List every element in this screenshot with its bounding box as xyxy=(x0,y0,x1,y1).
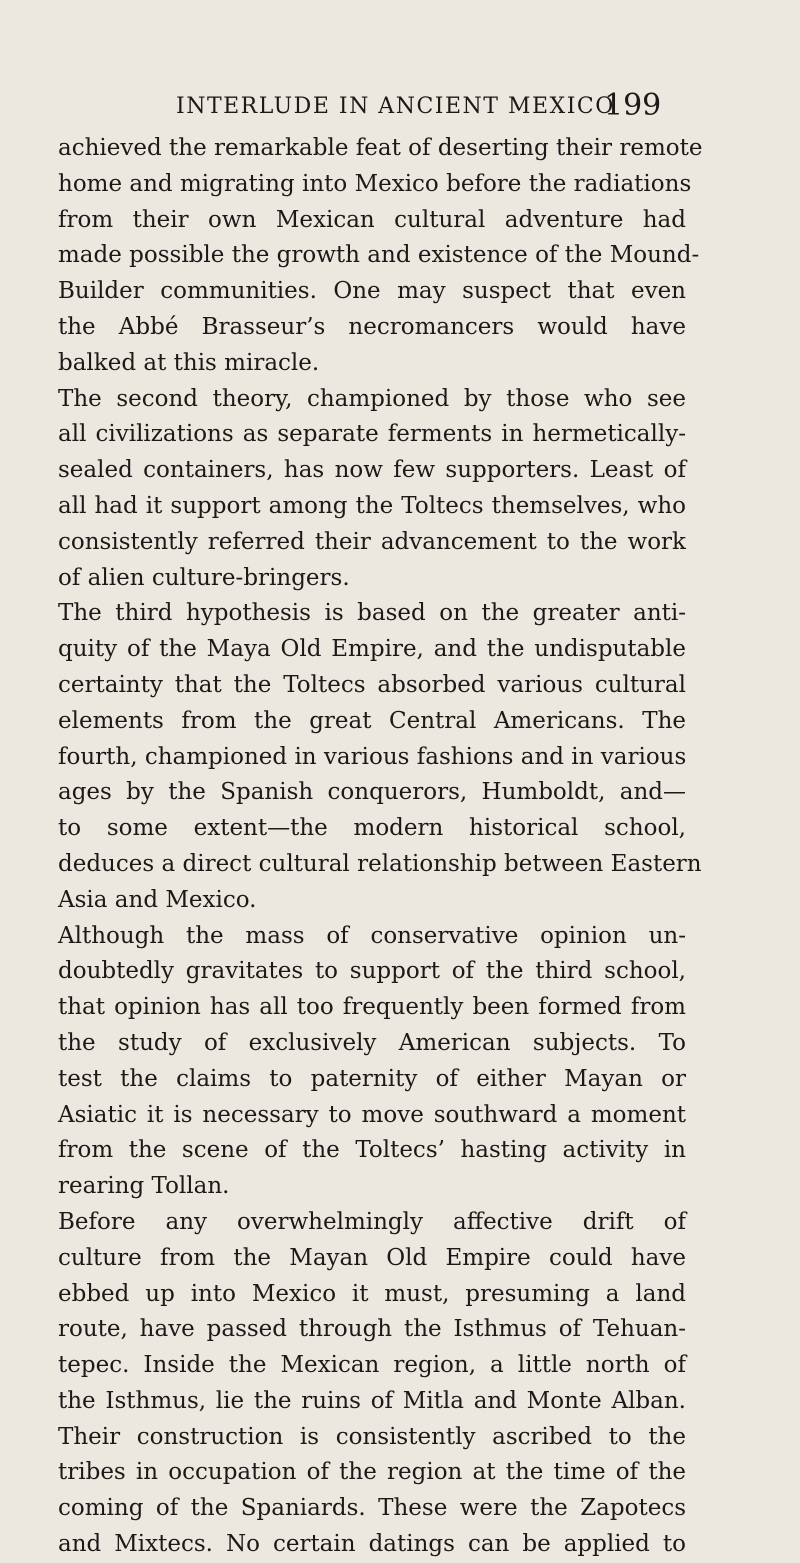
text-line: the Abbé Brasseur’s necromancers would have xyxy=(58,313,686,340)
text-line: all civilizations as separate ferments in hermetically- xyxy=(58,421,686,448)
text-line: ages by the Spanish conquerors, Humboldt, and— xyxy=(58,779,686,806)
text-line: Asia and Mexico. xyxy=(58,886,257,913)
text-line: sealed containers, has now few supporters. Least of xyxy=(58,457,686,484)
text-line: tribes in occupation of the region at the time of the xyxy=(58,1459,686,1486)
text-line: Asiatic it is necessary to move southward a moment xyxy=(58,1101,686,1128)
text-line: ebbed up into Mexico it must, presuming a land xyxy=(58,1280,686,1307)
text-line: deduces a direct cultural relationship between Eastern xyxy=(58,850,702,877)
text-line: made possible the growth and existence of the Mound- xyxy=(58,242,700,269)
text-line: culture from the Mayan Old Empire could have xyxy=(58,1244,686,1271)
text-line: consistently referred their advancement to the work xyxy=(58,528,686,555)
text-line: elements from the great Central Americans. The xyxy=(58,707,686,734)
page-number: 199 xyxy=(604,88,662,123)
text-line: and Mixtecs. No certain datings can be applied to xyxy=(58,1531,686,1558)
text-line: tepec. Inside the Mexican region, a little north of xyxy=(58,1352,686,1379)
text-line: Before any overwhelmingly affective drift of xyxy=(58,1208,686,1235)
text-line: home and migrating into Mexico before the radiations xyxy=(58,170,692,197)
text-line: The third hypothesis is based on the greater anti- xyxy=(58,600,686,627)
text-line: quity of the Maya Old Empire, and the undisputable xyxy=(58,636,686,663)
running-header xyxy=(0,88,800,128)
text-line: Their construction is consistently ascribed to the xyxy=(58,1423,686,1450)
text-line: the study of exclusively American subjects. To xyxy=(58,1029,686,1056)
text-line: Although the mass of conservative opinion un- xyxy=(58,922,686,949)
text-line: that opinion has all too frequently been formed from xyxy=(58,994,686,1021)
text-line: doubtedly gravitates to support of the third school, xyxy=(58,958,686,985)
text-line: certainty that the Toltecs absorbed various cultural xyxy=(58,671,686,698)
text-line: the Isthmus, lie the ruins of Mitla and Monte Alban. xyxy=(58,1387,686,1414)
text-line: test the claims to paternity of either Mayan or xyxy=(58,1065,686,1092)
text-line: from the scene of the Toltecs’ hasting activity in xyxy=(58,1137,686,1164)
text-line: fourth, championed in various fashions and in various xyxy=(58,743,687,770)
body-text xyxy=(58,131,703,1563)
text-line: The second theory, championed by those who see xyxy=(58,385,686,412)
text-line: all had it support among the Toltecs themselves, who xyxy=(58,492,686,519)
text-line: coming of the Spaniards. These were the Zapotecs xyxy=(58,1495,686,1522)
text-line: to some extent—the modern historical school, xyxy=(58,815,686,842)
text-line: route, have passed through the Isthmus of Tehuan- xyxy=(58,1316,686,1343)
text-line: balked at this miracle. xyxy=(58,349,320,376)
text-line: rearing Tollan. xyxy=(58,1173,230,1200)
text-line: Builder communities. One may suspect that even xyxy=(58,278,686,305)
text-line: from their own Mexican cultural adventure had xyxy=(58,206,686,233)
text-line: achieved the remarkable feat of deserting their remote xyxy=(58,135,703,161)
running-title: INTERLUDE IN ANCIENT MEXICO xyxy=(176,94,615,119)
text-line: of alien culture-bringers. xyxy=(58,564,350,591)
